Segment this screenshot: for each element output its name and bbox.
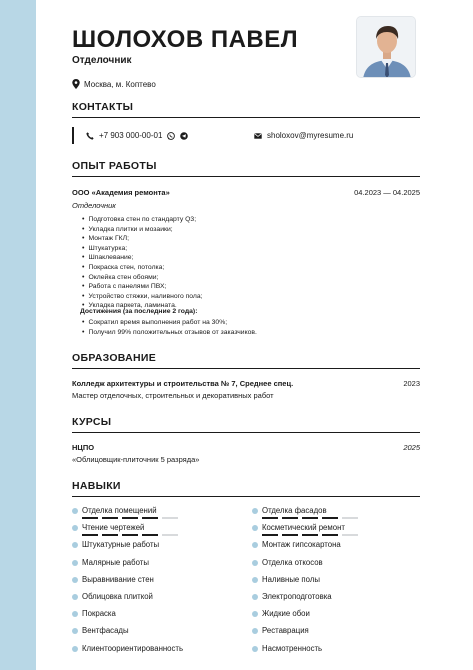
email-address: sholoxov@myresume.ru (267, 131, 354, 140)
education-institution: Колледж архитектуры и строительства № 7, Среднее спец. (72, 379, 294, 388)
list-item (82, 215, 203, 225)
skill-bullet-icon (72, 594, 78, 600)
accent-strip (0, 0, 36, 670)
list-item (82, 225, 203, 235)
skill-bullet-icon (252, 525, 258, 531)
contacts-accent-bar (72, 127, 74, 144)
skill-level-bar (82, 534, 178, 538)
skill-level-segment (302, 534, 318, 536)
duty-text: Укладка паркета, ламината. (88, 302, 177, 310)
phone-contact[interactable] (86, 131, 188, 140)
skill-bullet-icon (252, 646, 258, 652)
achievements-list (82, 318, 257, 337)
duty-text: Монтаж ГКЛ; (88, 235, 129, 243)
education-specialty: Мастер отделочных, строительных и декоративных работ (72, 391, 274, 400)
skill-level-segment (122, 517, 138, 519)
job-dates: 04.2023 — 04.2025 (354, 188, 420, 197)
skill-level-segment (282, 534, 298, 536)
experience-divider (72, 176, 420, 177)
duties-list (82, 215, 203, 311)
email-contact[interactable] (254, 131, 353, 140)
list-item (82, 244, 203, 254)
course-organization: НЦПО (72, 443, 95, 452)
skill-level-segment (322, 517, 338, 519)
skill-item (72, 644, 240, 661)
skill-item (252, 506, 420, 523)
skill-level-segment (322, 534, 338, 536)
skill-level-segment (262, 534, 278, 536)
skills-section-title: НАВЫКИ (72, 480, 121, 492)
duty-text: Работа с панелями ПВХ; (88, 283, 167, 291)
skill-item (252, 626, 420, 643)
skill-name: Чтение чертежей (82, 523, 145, 533)
list-item (82, 263, 203, 273)
duty-text: Укладка плитки и мозаики; (88, 225, 173, 233)
skill-item (72, 609, 240, 626)
skill-bullet-icon (252, 560, 258, 566)
list-item (82, 273, 203, 283)
skill-level-segment (282, 517, 298, 519)
duty-text: Подготовка стен по стандарту Q3; (88, 216, 197, 223)
skill-level-segment (142, 534, 158, 536)
skill-level-bar (82, 517, 178, 521)
skill-item (72, 506, 240, 523)
bullet-icon: • (82, 216, 85, 223)
list-item (82, 318, 257, 328)
skill-bullet-icon (72, 611, 78, 617)
bullet-icon: • (82, 254, 85, 262)
candidate-job-title: Отделочник (72, 55, 132, 66)
skill-name: Электроподготовка (262, 591, 332, 601)
skill-level-segment (102, 534, 118, 536)
skill-name: Вентфасады (82, 626, 129, 636)
skill-level-segment (82, 534, 98, 536)
skill-name: Выравнивание стен (82, 574, 154, 584)
profile-photo (356, 16, 416, 78)
skill-item (252, 540, 420, 557)
skill-item (72, 575, 240, 592)
skill-name: Монтаж гипсокартона (262, 540, 341, 550)
skill-bullet-icon (252, 508, 258, 514)
location-text: Москва, м. Коптево (84, 79, 156, 89)
bullet-icon: • (82, 263, 85, 271)
skill-level-segment (122, 534, 138, 536)
skill-level-segment (162, 534, 178, 536)
phone-number: +7 903 000-00-01 (99, 131, 163, 140)
skill-name: Отделка фасадов (262, 506, 327, 515)
skill-bullet-icon (252, 542, 258, 548)
achievements-title: Достижения (за последние 2 года): (80, 308, 198, 315)
skill-level-segment (102, 517, 118, 519)
skill-item (252, 592, 420, 609)
course-year: 2025 (403, 443, 420, 452)
skill-item (72, 540, 240, 557)
skill-item (252, 575, 420, 592)
skill-level-segment (162, 517, 178, 519)
bullet-icon: • (82, 225, 85, 233)
bullet-icon: • (82, 273, 85, 281)
duty-text: Оклейка стен обоями; (88, 273, 159, 281)
skill-name: Штукатурные работы (82, 540, 160, 550)
skill-name: Насмотренность (262, 643, 323, 653)
courses-divider (72, 432, 420, 433)
achievement-text: Получил 99% положительных отзывов от заказчиков. (88, 328, 257, 336)
skill-bullet-icon (252, 594, 258, 600)
skill-item (252, 523, 420, 540)
skill-item (252, 558, 420, 575)
candidate-name: ШОЛОХОВ ПАВЕЛ (72, 26, 299, 53)
phone-icon (86, 132, 94, 140)
skill-level-segment (82, 517, 98, 519)
skill-bullet-icon (72, 508, 78, 514)
contacts-divider (72, 117, 420, 118)
skill-name: Покраска (82, 609, 116, 619)
list-item (82, 292, 203, 302)
skill-level-segment (302, 517, 318, 519)
profile-photo-image (357, 17, 416, 78)
bullet-icon: • (82, 328, 85, 336)
skill-level-bar (262, 534, 358, 538)
skill-name: Облицовка плиткой (82, 591, 153, 601)
telegram-icon[interactable] (180, 132, 188, 140)
duty-text: Штукатурка; (88, 244, 128, 252)
courses-section-title: КУРСЫ (72, 416, 112, 428)
duty-text: Устройство стяжки, наливного пола; (88, 292, 203, 300)
skill-name: Реставрация (262, 626, 309, 636)
list-item (82, 253, 203, 263)
bullet-icon: • (82, 244, 85, 252)
skill-bullet-icon (252, 611, 258, 617)
job-role: Отделочник (72, 201, 116, 210)
list-item (82, 328, 257, 338)
skill-bullet-icon (72, 560, 78, 566)
skill-level-segment (262, 517, 278, 519)
skill-bullet-icon (72, 542, 78, 548)
bullet-icon: • (82, 319, 85, 326)
skill-name: Косметический ремонт (262, 523, 345, 533)
education-year: 2023 (403, 379, 420, 388)
skill-bullet-icon (252, 628, 258, 634)
skill-bullet-icon (72, 577, 78, 583)
skill-name: Клиентоориентированность (82, 643, 184, 653)
list-item (82, 282, 203, 292)
resume-page (72, 0, 420, 670)
whatsapp-icon[interactable] (167, 132, 175, 140)
bullet-icon: • (82, 283, 85, 291)
skill-level-segment (142, 517, 158, 519)
achievement-text: Сократил время выполнения работ на 30%; (88, 319, 228, 326)
skill-bullet-icon (72, 628, 78, 634)
job-company: ООО «Академия ремонта» (72, 188, 170, 197)
skills-divider (72, 496, 420, 497)
list-item (82, 234, 203, 244)
location-pin-icon (72, 79, 80, 89)
skill-level-segment (342, 534, 358, 536)
skill-bullet-icon (72, 525, 78, 531)
contacts-section-title: КОНТАКТЫ (72, 101, 134, 113)
skill-item (72, 523, 240, 540)
skill-level-segment (342, 517, 358, 519)
skill-name: Наливные полы (262, 574, 320, 584)
skill-item (72, 558, 240, 575)
envelope-icon (254, 132, 262, 140)
location (72, 79, 156, 89)
course-name: «Облицовщик-плиточник 5 разряда» (72, 455, 200, 464)
experience-section-title: ОПЫТ РАБОТЫ (72, 160, 157, 172)
skill-name: Жидкие обои (262, 609, 310, 619)
skill-name: Отделка помещений (82, 506, 157, 515)
skill-bullet-icon (72, 646, 78, 652)
skill-item (72, 592, 240, 609)
bullet-icon: • (82, 235, 85, 243)
bullet-icon: • (82, 302, 85, 310)
skill-item (252, 644, 420, 661)
skill-bullet-icon (252, 577, 258, 583)
duty-text: Шпаклевание; (88, 254, 134, 262)
skill-item (72, 626, 240, 643)
skills-grid (72, 506, 420, 661)
education-divider (72, 368, 420, 369)
education-section-title: ОБРАЗОВАНИЕ (72, 352, 157, 364)
skill-level-bar (262, 517, 358, 521)
duty-text: Покраска стен, потолка; (88, 263, 165, 271)
skill-name: Отделка откосов (262, 557, 323, 567)
skill-name: Малярные работы (82, 557, 149, 567)
skill-item (252, 609, 420, 626)
bullet-icon: • (82, 292, 85, 300)
